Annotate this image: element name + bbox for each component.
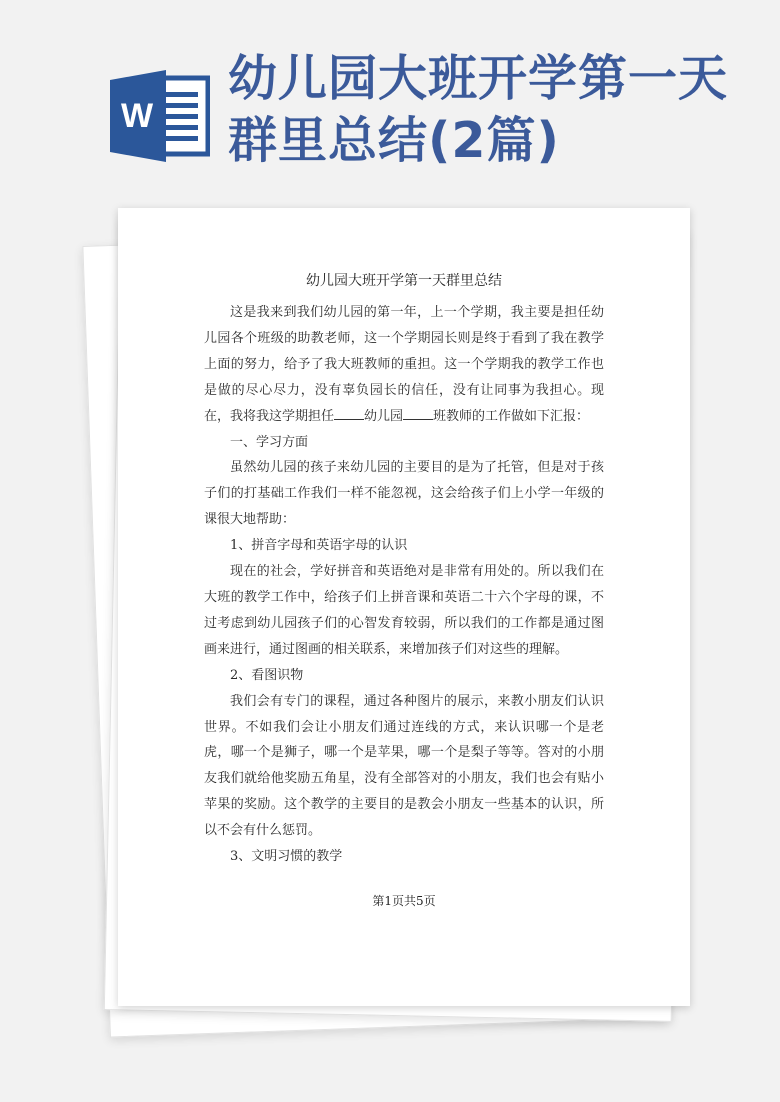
paragraph: 现在的社会，学好拼音和英语绝对是非常有用处的。所以我们在大班的教学工作中，给孩子们上拼音课和英语二十六个字母的课，不过考虑到幼儿园孩子们的心智发育较弱，所以我们的工作都是通过图画来进行，通过图画的相关联系，来增加孩子们对这些的理解。 [204, 564, 604, 657]
section-heading: 一、学习方面 [230, 434, 309, 450]
document-page [118, 208, 690, 1006]
paragraph: 我们会有专门的课程，通过各种图片的展示，来教小朋友们认识世界。不如我们会让小朋友们通过连线的方式，来认识哪一个是老虎，哪一个是狮子，哪一个是苹果，哪一个是梨子等等。答对的小朋友我们就给他奖励五角星，没有全部答对的小朋友，我们也会有贴小苹果的奖励。这个教学的主要目的是教会小朋友一些基本的认识，所以不会有什么惩罚。 [204, 693, 604, 839]
section-heading: 3、文明习惯的教学 [230, 849, 343, 865]
document-body [204, 300, 604, 870]
word-icon [110, 70, 210, 162]
fill-in-blank [334, 407, 364, 420]
section-heading: 2、看图识物 [230, 667, 304, 683]
document-title: 幼儿园大班开学第一天群里总结 [306, 273, 502, 289]
fill-in-blank [403, 407, 433, 420]
paragraph: 虽然幼儿园的孩子来幼儿园的主要目的是为了托管，但是对于孩子们的打基础工作我们一样不能忽视，这会给孩子们上小学一年级的课很大地帮助： [204, 460, 604, 528]
svg-text:W: W [120, 97, 154, 135]
page-footer: 第1页共5页 [372, 894, 436, 908]
section-heading: 1、拼音字母和英语字母的认识 [230, 538, 408, 554]
page-title: 幼儿园大班开学第一天群里总结(2篇) [228, 50, 729, 169]
paragraph: 这是我来到我们幼儿园的第一年，上一个学期，我主要是担任幼儿园各个班级的助教老师，这一个学期园长则是终于看到了我在教学上面的努力，给予了我大班教师的重担。这一个学期我的教学工作也是做的尽心尽力，没有辜负园长的信任，没有让同事为我担心。现在，我将我这学期担任 幼儿园 班教师的工作做如下汇报： [204, 305, 604, 424]
